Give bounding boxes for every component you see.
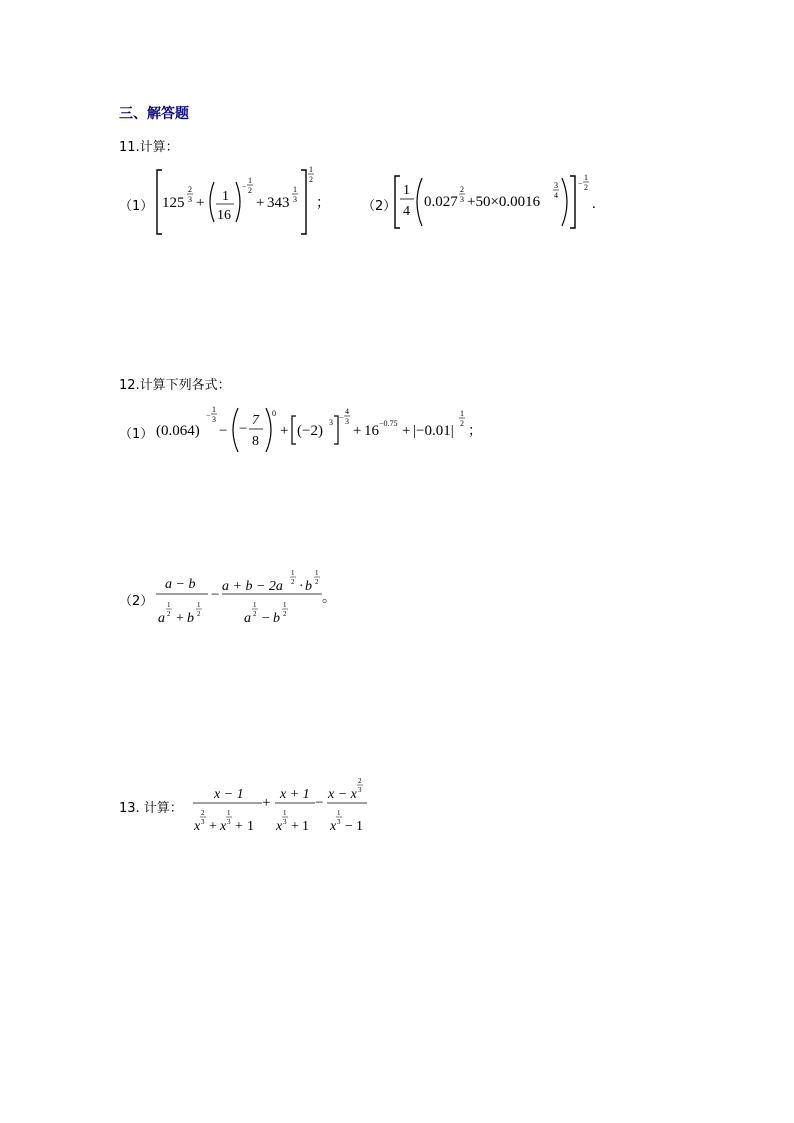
svg-text:16: 16 (364, 423, 379, 439)
exp-den: 3 (188, 195, 192, 204)
svg-text:2: 2 (309, 175, 313, 184)
svg-text:−: − (315, 795, 324, 811)
svg-text:3: 3 (293, 195, 297, 204)
svg-text:2: 2 (315, 578, 319, 586)
svg-text:1: 1 (283, 601, 287, 609)
svg-text:2: 2 (291, 578, 295, 586)
svg-text:+: + (280, 423, 289, 439)
svg-text:+: + (176, 611, 184, 626)
svg-text:−: − (211, 587, 220, 603)
svg-text:x − x: x − x (328, 787, 357, 802)
svg-text:b: b (273, 611, 280, 626)
svg-text:1: 1 (197, 601, 201, 609)
svg-text:1: 1 (227, 809, 231, 817)
svg-text:0.027: 0.027 (424, 194, 458, 210)
svg-text:−: − (578, 179, 583, 188)
svg-text:−: − (219, 423, 228, 439)
svg-text:2: 2 (201, 809, 205, 817)
svg-text:7: 7 (252, 413, 259, 428)
svg-text:+: + (196, 195, 205, 211)
svg-text:3: 3 (227, 818, 231, 826)
svg-text:2: 2 (460, 185, 464, 194)
svg-text:−: − (339, 413, 344, 422)
svg-text:1: 1 (212, 405, 216, 414)
q11-title: 11.计算： (119, 140, 179, 155)
svg-text:·: · (299, 579, 304, 594)
svg-text:1: 1 (403, 183, 410, 198)
svg-text:1: 1 (247, 819, 254, 834)
svg-text:0: 0 (272, 409, 276, 418)
svg-text:1: 1 (291, 569, 295, 577)
svg-text:x: x (276, 819, 283, 834)
svg-text:−: − (239, 421, 248, 437)
svg-text:+: + (291, 819, 299, 834)
svg-text:x + 1: x + 1 (280, 787, 310, 802)
svg-text:+: + (235, 819, 243, 834)
svg-text:|−0.01|: |−0.01| (413, 423, 454, 439)
svg-text:8: 8 (252, 434, 259, 449)
svg-text:(0.064): (0.064) (156, 423, 200, 439)
svg-text:2: 2 (358, 777, 362, 785)
svg-text:2: 2 (167, 610, 171, 618)
svg-text:1: 1 (460, 409, 464, 418)
svg-text:2: 2 (460, 419, 464, 428)
svg-text:2: 2 (197, 610, 201, 618)
svg-text:1: 1 (584, 173, 588, 182)
svg-text:+: + (256, 195, 265, 211)
section-title: 三、解答题 (119, 106, 189, 122)
svg-text:2: 2 (584, 183, 588, 192)
svg-text:1: 1 (356, 819, 363, 834)
svg-text:(−2): (−2) (297, 423, 323, 439)
svg-text:；: ； (316, 196, 330, 211)
q12-p1-formula (150, 400, 490, 458)
svg-text:3: 3 (329, 418, 333, 427)
q11-p1-formula (150, 162, 330, 242)
svg-text:x: x (330, 819, 337, 834)
q13-formula (190, 772, 380, 838)
svg-text:1: 1 (283, 809, 287, 817)
q11-p2-label: （2） (362, 199, 397, 214)
svg-text:a + b − 2a: a + b − 2a (222, 579, 283, 594)
svg-text:.: . (592, 196, 596, 212)
q11-p2-formula (390, 170, 610, 236)
svg-text:1: 1 (293, 185, 297, 194)
svg-text:1: 1 (167, 601, 171, 609)
q12-p1-label: （1） (119, 427, 154, 442)
q12-title: 12.计算下列各式： (119, 378, 231, 393)
svg-text:x − 1: x − 1 (214, 787, 244, 802)
svg-text:3: 3 (337, 818, 341, 826)
svg-text:2: 2 (248, 186, 252, 195)
svg-text:a: a (244, 611, 251, 626)
svg-text:2: 2 (253, 610, 257, 618)
svg-text:x: x (194, 819, 201, 834)
q11-p1-label: （1） (119, 199, 154, 214)
svg-text:+: + (402, 423, 411, 439)
svg-text:3: 3 (201, 818, 205, 826)
q12-p2-label: （2） (119, 594, 154, 609)
svg-text:−: − (242, 182, 247, 191)
svg-text:1: 1 (315, 569, 319, 577)
svg-text:3: 3 (345, 417, 349, 426)
svg-text:3: 3 (460, 195, 464, 204)
frac-den: 16 (217, 208, 231, 223)
svg-text:。: 。 (322, 591, 336, 606)
svg-text:1: 1 (248, 176, 252, 185)
q12-p2-formula (150, 564, 350, 630)
svg-text:−: − (262, 611, 270, 626)
svg-text:1: 1 (309, 165, 313, 174)
svg-text:+: + (262, 795, 271, 811)
svg-text:1: 1 (302, 819, 309, 834)
svg-text:a − b: a − b (165, 577, 196, 592)
q13-title: 13. 计算： (119, 801, 183, 816)
frac-num: 1 (222, 189, 229, 204)
base-125: 125 (162, 195, 185, 211)
svg-text:2: 2 (283, 610, 287, 618)
svg-text:3: 3 (212, 415, 216, 424)
svg-text:+50×0.0016: +50×0.0016 (467, 194, 541, 210)
svg-text:+: + (209, 819, 217, 834)
exp-num: 2 (188, 185, 192, 194)
svg-text:3: 3 (554, 181, 558, 190)
svg-text:+: + (353, 423, 362, 439)
svg-text:1: 1 (253, 601, 257, 609)
svg-text:−: − (345, 819, 353, 834)
svg-text:3: 3 (358, 786, 362, 794)
svg-text:b: b (305, 579, 312, 594)
svg-text:x: x (220, 819, 227, 834)
svg-text:−: − (206, 411, 211, 420)
svg-text:a: a (158, 611, 165, 626)
right-bracket (301, 170, 306, 234)
base-343: 343 (267, 195, 290, 211)
svg-text:1: 1 (337, 809, 341, 817)
svg-text:4: 4 (554, 191, 558, 200)
svg-text:；: ； (468, 424, 482, 439)
svg-text:4: 4 (403, 204, 410, 219)
svg-text:b: b (187, 611, 194, 626)
svg-text:−0.75: −0.75 (379, 419, 398, 428)
svg-text:3: 3 (283, 818, 287, 826)
svg-text:4: 4 (345, 407, 349, 416)
